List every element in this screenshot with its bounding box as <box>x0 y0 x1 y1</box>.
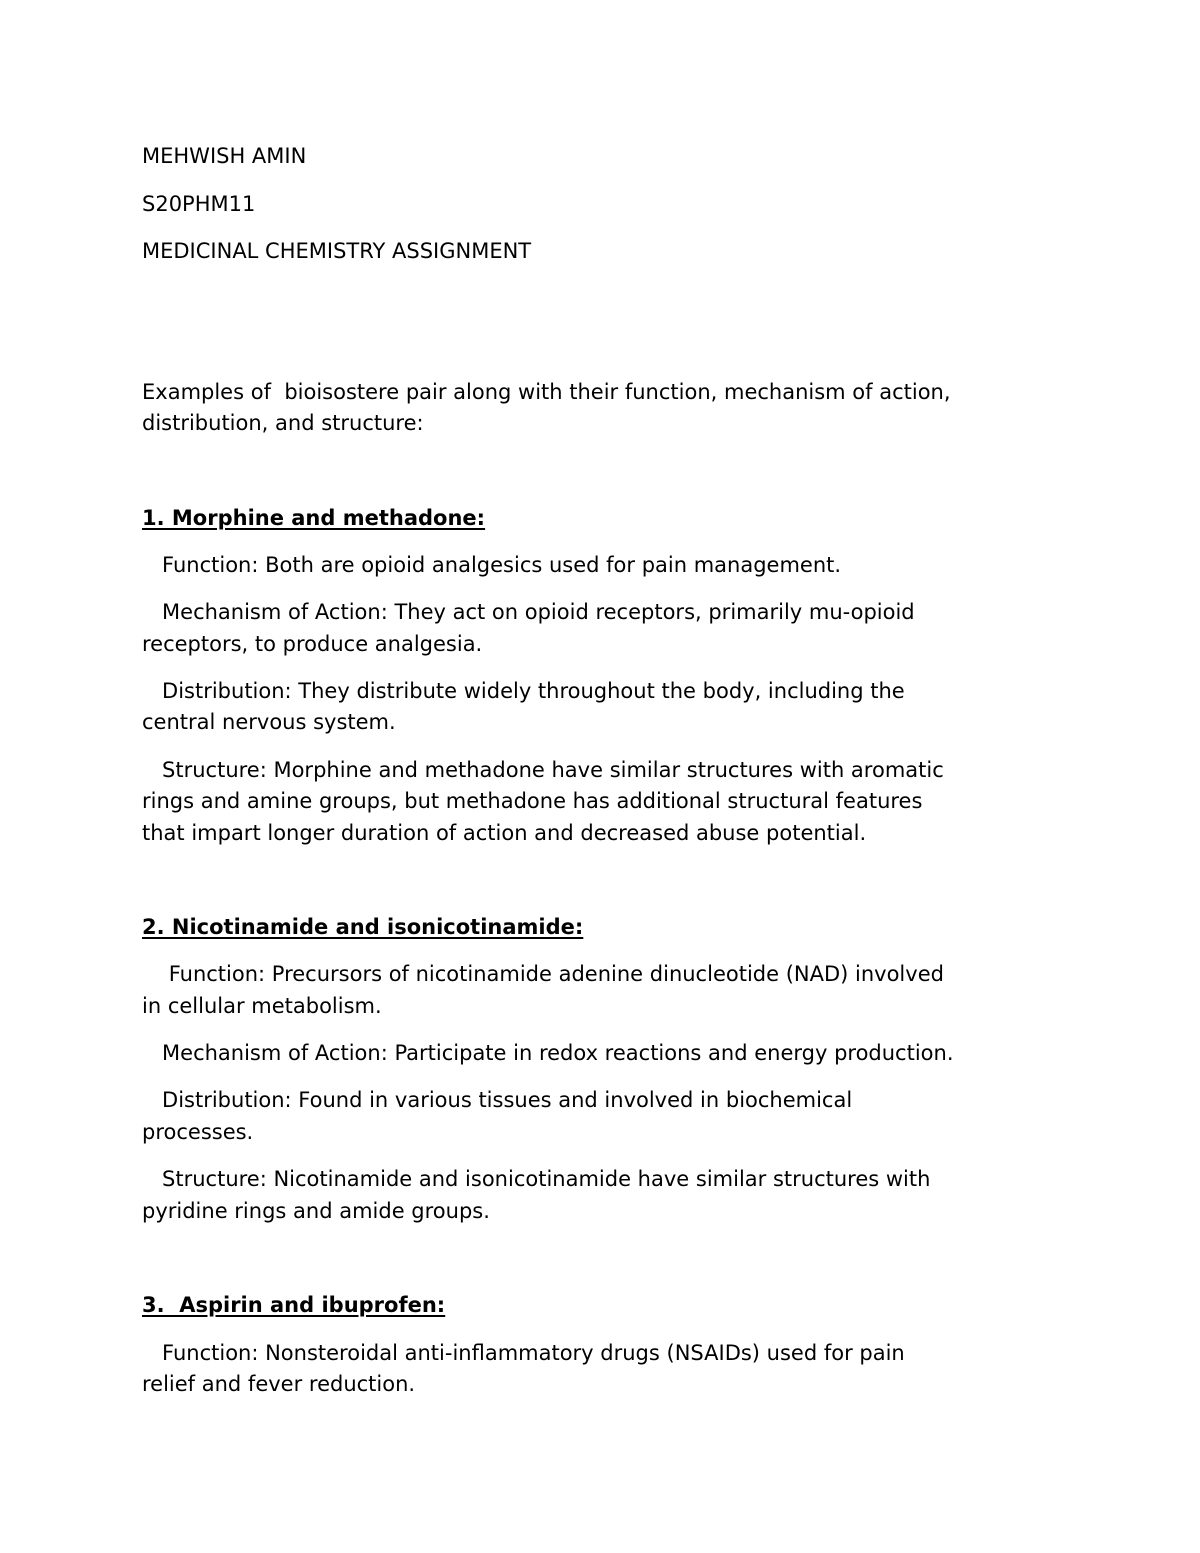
section-heading-nicotinamide-isonicotinamide: 2. Nicotinamide and isonicotinamide: <box>142 915 584 939</box>
author-name: MEHWISH AMIN <box>142 144 307 168</box>
section-2-distribution: Distribution: Found in various tissues and involved in biochemical <box>142 1088 853 1112</box>
section-2-function: Function: Precursors of nicotinamide adenine dinucleotide (NAD) involved <box>142 962 944 986</box>
section-2-structure: pyridine rings and amide groups. <box>142 1199 490 1223</box>
intro-line: distribution, and structure: <box>142 411 424 435</box>
section-1-distribution: Distribution: They distribute widely throughout the body, including the <box>142 679 905 703</box>
section-1-function: Function: Both are opioid analgesics used for pain management. <box>142 553 842 577</box>
section-1-structure: Structure: Morphine and methadone have similar structures with aromatic <box>142 758 944 782</box>
intro-line: Examples of bioisostere pair along with their function, mechanism of action, <box>142 380 951 404</box>
section-1-structure: rings and amine groups, but methadone has additional structural features <box>142 789 923 813</box>
section-3-function: relief and fever reduction. <box>142 1372 416 1396</box>
section-heading-aspirin-ibuprofen: 3. Aspirin and ibuprofen: <box>142 1293 446 1317</box>
section-1-distribution: central nervous system. <box>142 710 396 734</box>
section-2-function: in cellular metabolism. <box>142 994 382 1018</box>
section-2-distribution: processes. <box>142 1120 254 1144</box>
section-1-mechanism: Mechanism of Action: They act on opioid receptors, primarily mu-opioid <box>142 600 915 624</box>
section-2-mechanism: Mechanism of Action: Participate in redox reactions and energy production. <box>142 1041 954 1065</box>
section-1-mechanism: receptors, to produce analgesia. <box>142 632 483 656</box>
section-1-structure: that impart longer duration of action and decreased abuse potential. <box>142 821 867 845</box>
section-2-structure: Structure: Nicotinamide and isonicotinamide have similar structures with <box>142 1167 931 1191</box>
section-3-function: Function: Nonsteroidal anti-inflammatory drugs (NSAIDs) used for pain <box>142 1341 905 1365</box>
section-heading-morphine-methadone: 1. Morphine and methadone: <box>142 506 486 530</box>
course-title: MEDICINAL CHEMISTRY ASSIGNMENT <box>142 239 532 263</box>
student-id: S20PHM11 <box>142 192 256 216</box>
